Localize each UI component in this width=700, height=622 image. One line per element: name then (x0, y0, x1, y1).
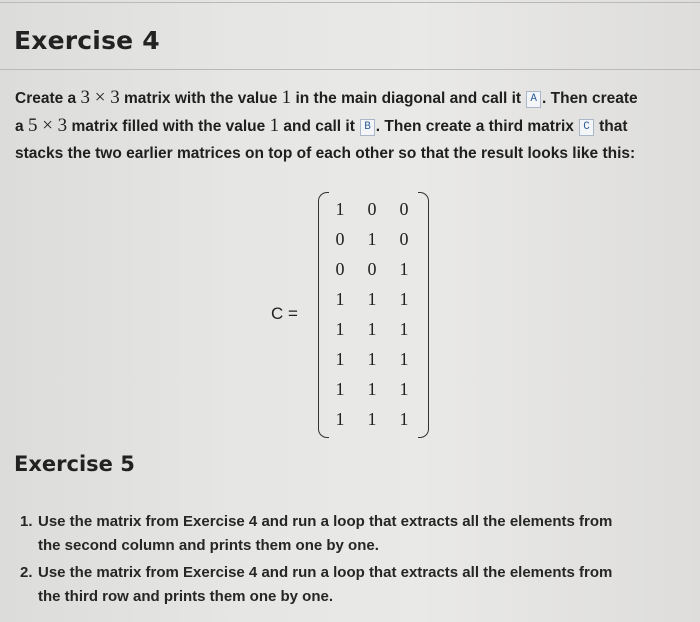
matrix-row (324, 374, 420, 404)
matrix-label: C = (271, 304, 298, 323)
matrix-cell: 1 (367, 379, 377, 399)
list-text-line: the second column and prints them one by one. (38, 537, 379, 554)
matrix-cell: 1 (399, 409, 409, 429)
matrix-row (324, 314, 420, 344)
text-run: a (15, 118, 28, 135)
matrix-row (324, 254, 420, 284)
math-number: 1 (281, 87, 292, 108)
math-number: 3 (80, 87, 90, 108)
matrix-cell: 1 (399, 319, 409, 339)
text-run: matrix with the value (119, 90, 282, 107)
math-number: 3 (57, 115, 68, 136)
list-text-line: the third row and prints them one by one. (38, 588, 334, 605)
exercise-5-title: Exercise 5 (14, 452, 135, 476)
matrix-cell: 1 (335, 349, 345, 369)
matrix-cell: 0 (335, 259, 345, 279)
exercise-4-text (15, 84, 695, 167)
matrix-cell: 1 (335, 289, 345, 309)
exercise-4-line-2 (15, 112, 695, 140)
matrix-row (324, 194, 420, 224)
matrix-cell: 1 (335, 199, 345, 219)
matrix-cell: 0 (335, 229, 345, 249)
matrix-cell: 1 (335, 319, 345, 339)
text-run: and call it (279, 118, 360, 135)
math-number: 3 (110, 87, 120, 108)
matrix-cell: 0 (367, 259, 377, 279)
math-number: 1 (269, 115, 280, 136)
text-run: Create a (15, 90, 81, 107)
math-times: × (89, 87, 111, 108)
list-item (20, 561, 695, 609)
matrix-cell: 1 (335, 409, 345, 429)
code-tag-b: B (360, 119, 375, 136)
matrix-cell: 0 (399, 199, 409, 219)
list-number: 1. (20, 513, 33, 530)
code-tag-c: C (579, 119, 594, 136)
matrix-cell: 1 (367, 409, 377, 429)
exercise-4-line-1 (15, 84, 695, 112)
exercise-4-line-3: stacks the two earlier matrices on top of each other so that the result looks like this: (15, 145, 636, 162)
matrix-cell: 1 (399, 289, 409, 309)
matrix-cell: 1 (367, 229, 377, 249)
matrix-cell: 1 (367, 289, 377, 309)
top-divider (0, 2, 700, 3)
matrix-row (324, 224, 420, 254)
text-run: . Then create a third matrix (375, 118, 579, 135)
math-number: 5 (27, 115, 38, 136)
matrix-cell: 1 (399, 379, 409, 399)
text-run: matrix filled with the value (67, 118, 270, 135)
list-item (20, 510, 695, 558)
matrix-cell: 1 (367, 319, 377, 339)
text-run: in the main diagonal and call it (291, 90, 526, 107)
matrix-row (324, 344, 420, 374)
exercise-5-list (20, 510, 695, 612)
matrix-cell: 0 (367, 199, 377, 219)
matrix-cell: 1 (367, 349, 377, 369)
code-tag-a: A (526, 91, 541, 108)
list-text-line: Use the matrix from Exercise 4 and run a loop that extracts all the elements from (38, 513, 613, 530)
matrix-cell: 1 (335, 379, 345, 399)
text-run: that (594, 118, 628, 135)
matrix-row (324, 404, 420, 434)
matrix-row (324, 284, 420, 314)
section-divider (0, 69, 700, 70)
matrix-cell: 1 (399, 259, 409, 279)
math-times: × (37, 115, 58, 136)
matrix-cell: 0 (399, 229, 409, 249)
list-number: 2. (20, 564, 33, 581)
text-run: . Then create (542, 90, 638, 107)
matrix-cell: 1 (399, 349, 409, 369)
exercise-4-title: Exercise 4 (14, 26, 160, 55)
list-text-line: Use the matrix from Exercise 4 and run a loop that extracts all the elements from (38, 564, 613, 581)
